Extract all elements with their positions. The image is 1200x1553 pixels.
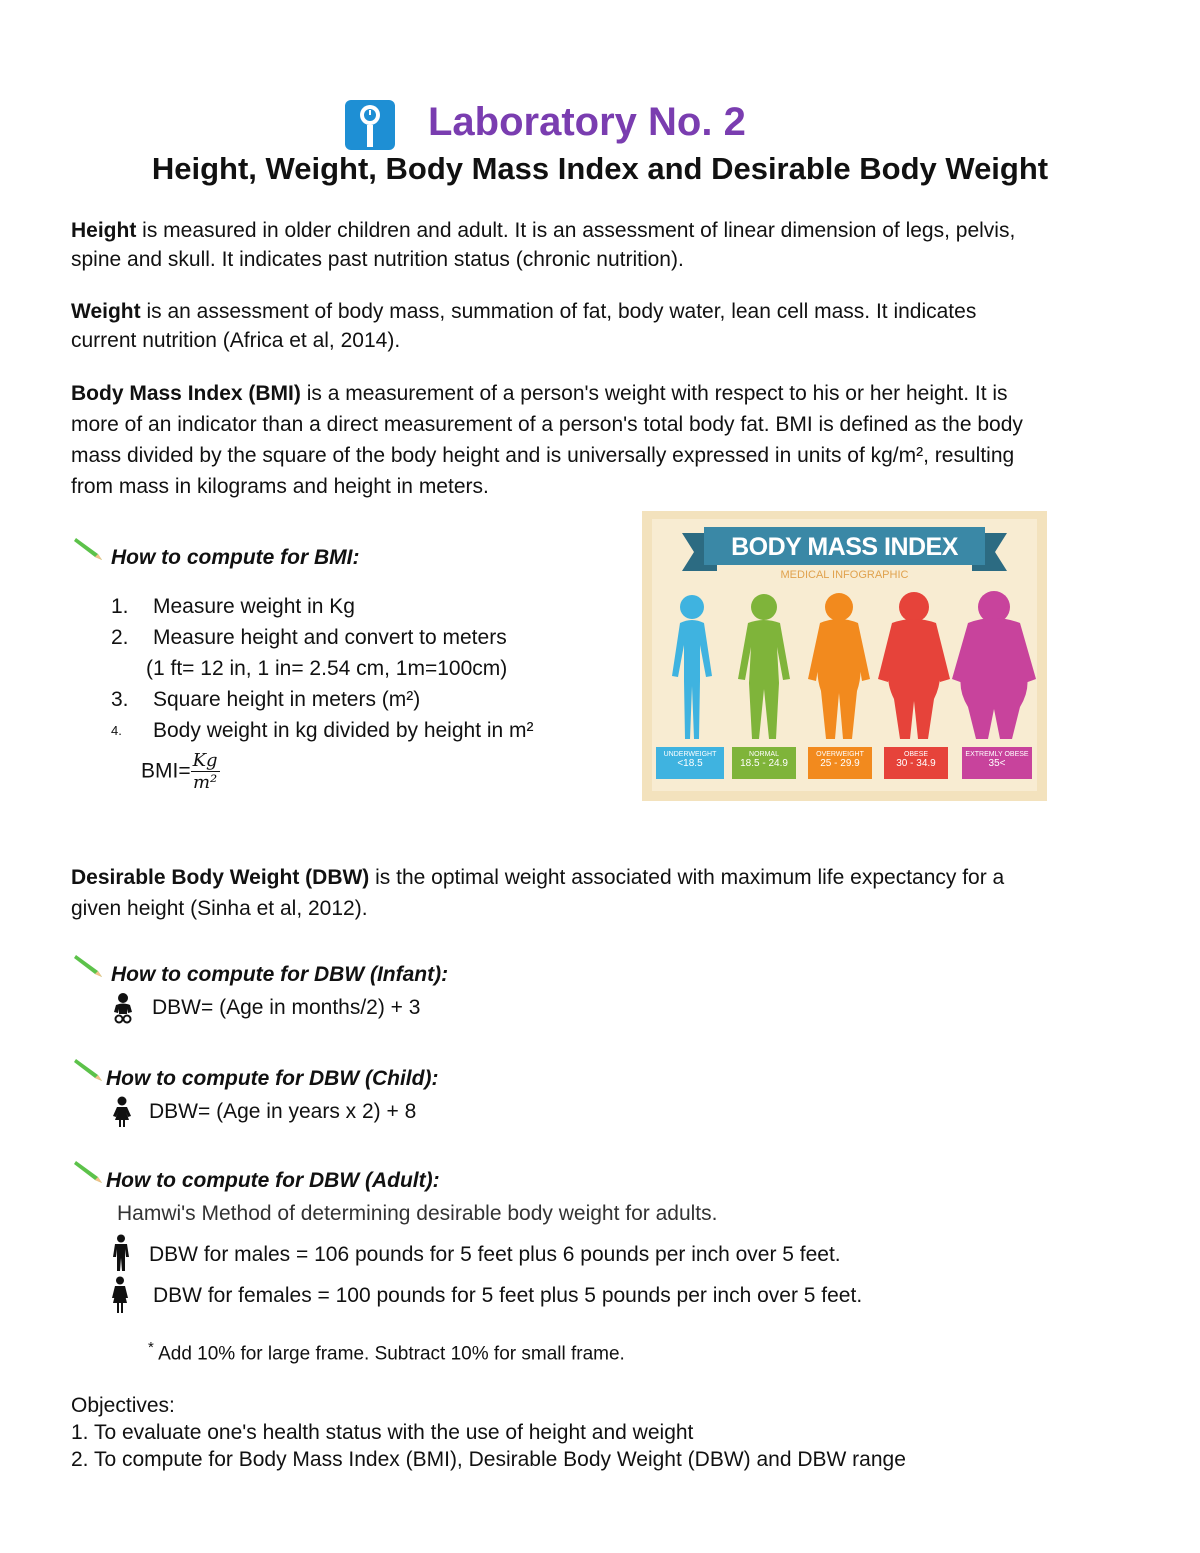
note-star: * — [148, 1339, 154, 1356]
weight-paragraph — [71, 297, 1141, 355]
category-overweight — [808, 747, 872, 779]
male-icon — [110, 1234, 132, 1277]
page-title: Laboratory No. 2 — [428, 100, 746, 144]
pencil-icon — [72, 1055, 106, 1088]
category-range: 18.5 - 24.9 — [740, 758, 788, 769]
category-name: OBESE — [903, 751, 929, 758]
category-underweight — [656, 747, 724, 779]
formula-denominator: m² — [192, 772, 218, 793]
step-number: 2. — [111, 626, 129, 649]
bmi-paragraph — [71, 378, 1151, 502]
objectives — [71, 1392, 906, 1473]
note-text: Add 10% for large frame. Subtract 10% for small frame. — [153, 1343, 625, 1365]
objective-item: 2. To compute for Body Mass Index (BMI), Desirable Body Weight (DBW) and DBW range — [71, 1448, 906, 1471]
overweight-figure — [808, 593, 870, 739]
list-item — [111, 684, 534, 715]
weight-term: Weight — [71, 300, 141, 323]
dbw-term: Desirable Body Weight (DBW) — [71, 866, 370, 889]
step-text: Measure weight in Kg — [153, 595, 355, 618]
step-text: Square height in meters (m²) — [153, 688, 421, 711]
bmi-term: Body Mass Index (BMI) — [71, 382, 301, 405]
dbw-infant-formula: DBW= (Age in months/2) + 3 — [152, 996, 421, 1019]
bmi-howto-heading: How to compute for BMI: — [111, 546, 360, 569]
scale-icon — [343, 98, 397, 152]
formula-numerator: Kg — [192, 750, 218, 771]
dbw-infant-heading: How to compute for DBW (Infant): — [111, 963, 449, 986]
category-range: 30 - 34.9 — [896, 758, 936, 769]
dbw-line1: is the optimal weight associated with maximum life expectancy for a — [369, 866, 1005, 889]
infographic-subtitle: MEDICAL INFOGRAPHIC — [780, 569, 909, 581]
weight-line2: current nutrition (Africa et al, 2014). — [71, 329, 401, 352]
list-item — [111, 715, 534, 746]
category-extremely-obese — [962, 747, 1032, 779]
bmi-line2: more of an indicator than a direct measurement of a person's total body fat. BMI is defined as the body — [71, 413, 1023, 436]
step-number: 4. — [111, 723, 122, 738]
extremely-obese-figure — [952, 591, 1036, 739]
dbw-females-formula: DBW for females = 100 pounds for 5 feet plus 5 pounds per inch over 5 feet. — [153, 1284, 863, 1307]
hamwi-method-text: Hamwi's Method of determining desirable body weight for adults. — [117, 1202, 718, 1225]
bmi-steps-list — [111, 591, 534, 746]
height-paragraph — [71, 216, 1141, 274]
dbw-adult-heading: How to compute for DBW (Adult): — [106, 1169, 440, 1192]
bmi-line4: from mass in kilograms and height in meters. — [71, 475, 489, 498]
formula-fraction — [191, 750, 220, 793]
step-text: Measure height and convert to meters — [153, 626, 507, 649]
dbw-paragraph — [71, 862, 1151, 924]
height-term: Height — [71, 219, 137, 242]
step-text: (1 ft= 12 in, 1 in= 2.54 cm, 1m=100cm) — [146, 657, 508, 680]
dbw-child-heading: How to compute for DBW (Child): — [106, 1067, 439, 1090]
pencil-icon — [72, 534, 106, 567]
pencil-icon — [72, 1157, 106, 1190]
category-name: OVERWEIGHT — [816, 751, 864, 758]
infographic-title: BODY MASS INDEX — [731, 533, 958, 561]
category-range: 35< — [988, 758, 1006, 769]
frame-note — [148, 1339, 625, 1365]
weight-line1: is an assessment of body mass, summation of fat, body water, lean cell mass. It indicates — [140, 300, 977, 323]
bmi-line3: mass divided by the square of the body height and is universally expressed in units of kg/m², resulting — [71, 444, 1015, 467]
pencil-icon — [72, 951, 106, 984]
bmi-line1: is a measurement of a person's weight with respect to his or her height. It is — [300, 382, 1008, 405]
list-item — [111, 591, 534, 622]
dbw-line2: given height (Sinha et al, 2012). — [71, 897, 368, 920]
height-line2: spine and skull. It indicates past nutrition status (chronic nutrition). — [71, 248, 684, 271]
bmi-infographic — [642, 511, 1047, 801]
category-normal — [732, 747, 796, 779]
step-number: 1. — [111, 595, 129, 618]
dbw-males-formula: DBW for males = 106 pounds for 5 feet plus 6 pounds per inch over 5 feet. — [149, 1243, 841, 1266]
underweight-figure — [672, 595, 712, 739]
category-range: <18.5 — [677, 758, 703, 769]
category-obese — [884, 747, 948, 779]
category-name: EXTREMLY OBESE — [965, 751, 1029, 758]
child-icon — [112, 1096, 132, 1133]
category-name: UNDERWEIGHT — [663, 751, 717, 758]
female-icon — [109, 1276, 131, 1319]
step-number: 3. — [111, 688, 129, 711]
page-subtitle: Height, Weight, Body Mass Index and Desirable Body Weight — [151, 151, 1049, 186]
list-item — [111, 653, 534, 684]
baby-icon — [112, 992, 134, 1029]
list-item — [111, 622, 534, 653]
height-line1: is measured in older children and adult. It is an assessment of linear dimension of legs, pelvis, — [136, 219, 1016, 242]
obese-figure — [878, 592, 950, 739]
objective-item: 1. To evaluate one's health status with the use of height and weight — [71, 1421, 694, 1444]
category-name: NORMAL — [749, 751, 779, 758]
dbw-child-formula: DBW= (Age in years x 2) + 8 — [149, 1100, 417, 1123]
normal-figure — [738, 594, 790, 739]
formula-label: BMI= — [141, 759, 191, 783]
step-text: Body weight in kg divided by height in m² — [153, 719, 534, 742]
objectives-heading: Objectives: — [71, 1394, 175, 1417]
bmi-formula — [141, 750, 220, 793]
category-range: 25 - 29.9 — [820, 758, 860, 769]
